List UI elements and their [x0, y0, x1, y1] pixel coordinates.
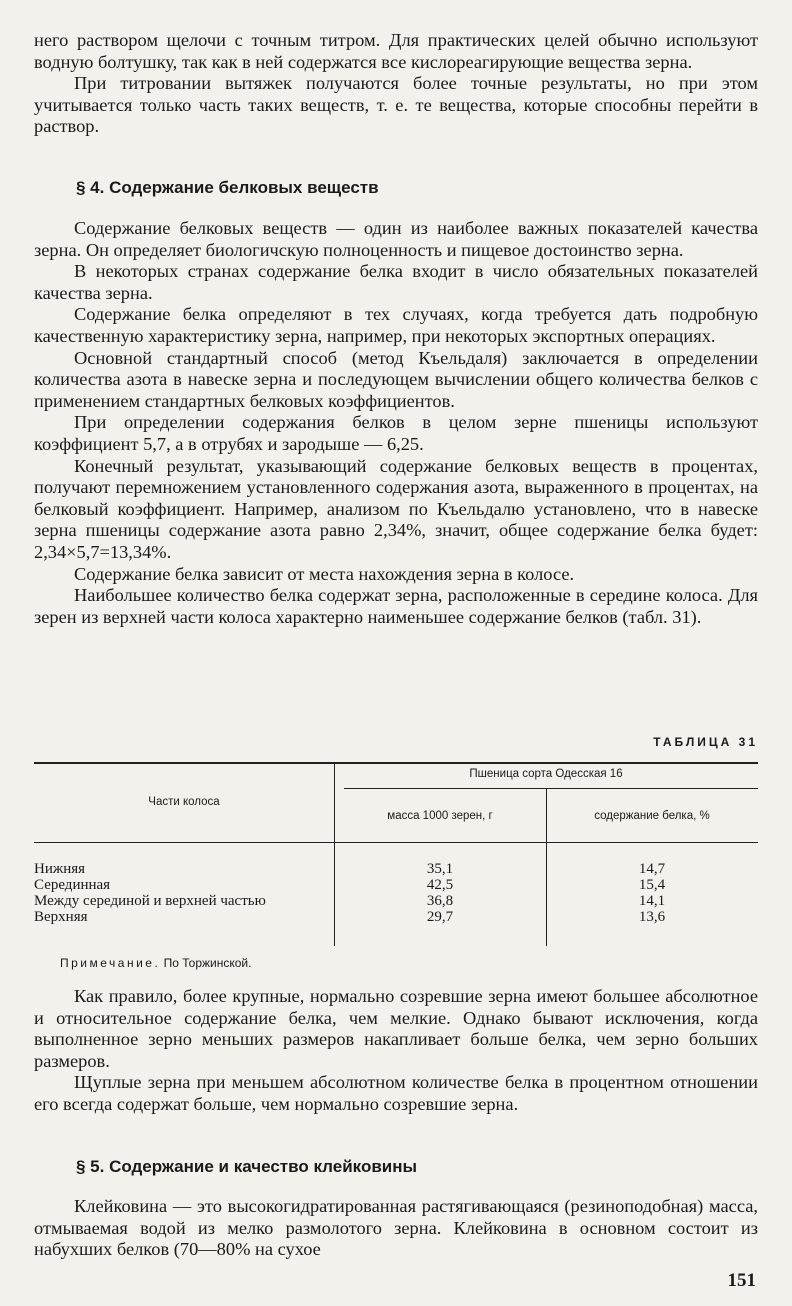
table-cell-protein: 14,7: [638, 861, 666, 877]
paragraph: Клейковина — это высокогидратированная растягивающаяся (резиноподобная) масса, отмываемая водой из мелко размолотого зерна. Клейковина в основном состоит из набухших белков (70—80% на сухое: [34, 1196, 758, 1260]
paragraph: Щуплые зерна при меньшем абсолютном количестве белка в процентном отношении его всегда содержат больше, чем нормально созревшие зерна.: [34, 1072, 758, 1114]
section-heading: § 5. Содержание и качество клейковины: [76, 1157, 418, 1176]
section-5: [34, 1157, 758, 1177]
paragraph: Содержание белка определяют в тех случаях, когда требуется дать подробную качественную характеристику зерна, например, при некоторых экспортных операциях.: [34, 304, 758, 346]
table-cell-part: Верхняя: [34, 909, 88, 925]
table-cell-protein: 13,6: [638, 909, 666, 925]
table-cell-mass: 36,8: [426, 893, 454, 909]
table-cell-mass: 29,7: [426, 909, 454, 925]
paragraph: Содержание белковых веществ — один из наиболее важных показателей качества зерна. Он определяет биологичскую полноценность и пищевое достоинство зерна.: [34, 218, 758, 260]
paragraph: Наибольшее количество белка содержат зерна, расположенные в середине колоса. Для зерен из верхней части колоса характерно наименьшее содержание белков (табл. 31).: [34, 585, 758, 627]
table-cell-protein: 15,4: [638, 877, 666, 893]
paragraph: В некоторых странах содержание белка входит в число обязательных показателей качества зерна.: [34, 261, 758, 303]
table-header-group: Пшеница сорта Одесская 16: [469, 768, 623, 780]
table-rule-header: [34, 842, 758, 843]
note-label: Примечание.: [60, 956, 161, 970]
after-table-text: [34, 986, 758, 1116]
page-number: 151: [727, 1270, 756, 1291]
table-header-parts: Части колоса: [148, 796, 220, 808]
table-rule-group: [344, 788, 758, 789]
table-label: ТАБЛИЦА 31: [653, 735, 758, 749]
paragraph: Содержание белка зависит от места нахождения зерна в колосе.: [74, 563, 575, 584]
table-cell-part: Серединная: [34, 877, 111, 893]
table-rule-top: [34, 762, 758, 764]
section-heading: § 4. Содержание белковых веществ: [76, 178, 379, 197]
paragraph: Конечный результат, указывающий содержание белковых веществ в процентах, получают перемножением установленного содержания азота, выраженного в процентах, на белковый коэффициент. Например, анализом по Къельдалю установлено, что в навеске зерна пшеницы содержание азота равно 2,34%, значит, общее содержание белка будет: 2,34×5,7=13,34%.: [34, 455, 758, 562]
table-header-mass: масса 1000 зерен, г: [387, 810, 493, 822]
table-cell-part: Между серединой и верхней частью: [34, 893, 266, 909]
table-cell-protein: 14,1: [638, 893, 666, 909]
table-cell-part: Нижняя: [34, 861, 86, 877]
table-cell-mass: 35,1: [426, 861, 454, 877]
paragraph: Основной стандартный способ (метод Къельдаля) заключается в определении количества азота в навеске зерна и последующем вычислении общего количества белков с применением стандартных белковых коэффициентов.: [34, 347, 758, 411]
note-text: По Торжинской.: [163, 956, 252, 970]
table-cell-mass: 42,5: [426, 877, 454, 893]
top-text: [34, 30, 758, 138]
paragraph: При титровании вытяжек получаются более точные результаты, но при этом учитывается только часть таких веществ, т. е. те вещества, которые способны перейти в раствор.: [34, 73, 758, 137]
paragraph: Как правило, более крупные, нормально созревшие зерна имеют большее абсолютное и относительное содержание белка, чем мелкие. Однако бывают исключения, когда выполненное зерно меньших размеров накапливает больше белка, чем зерно больших размеров.: [34, 986, 758, 1071]
section-4: [34, 178, 758, 198]
section-4-body: [34, 218, 758, 628]
paragraph: него раствором щелочи с точным титром. Для практических целей обычно используют водную болтушку, так как в ней содержатся все кислореагирующие вещества зерна.: [34, 30, 758, 72]
data-table: [34, 762, 758, 948]
section-5-body: [34, 1196, 758, 1261]
table-note: [60, 956, 251, 970]
table-header-protein: содержание белка, %: [594, 810, 710, 822]
paragraph: При определении содержания белков в целом зерне пшеницы используют коэффициент 5,7, а в отрубях и зародыше — 6,25.: [34, 412, 758, 454]
